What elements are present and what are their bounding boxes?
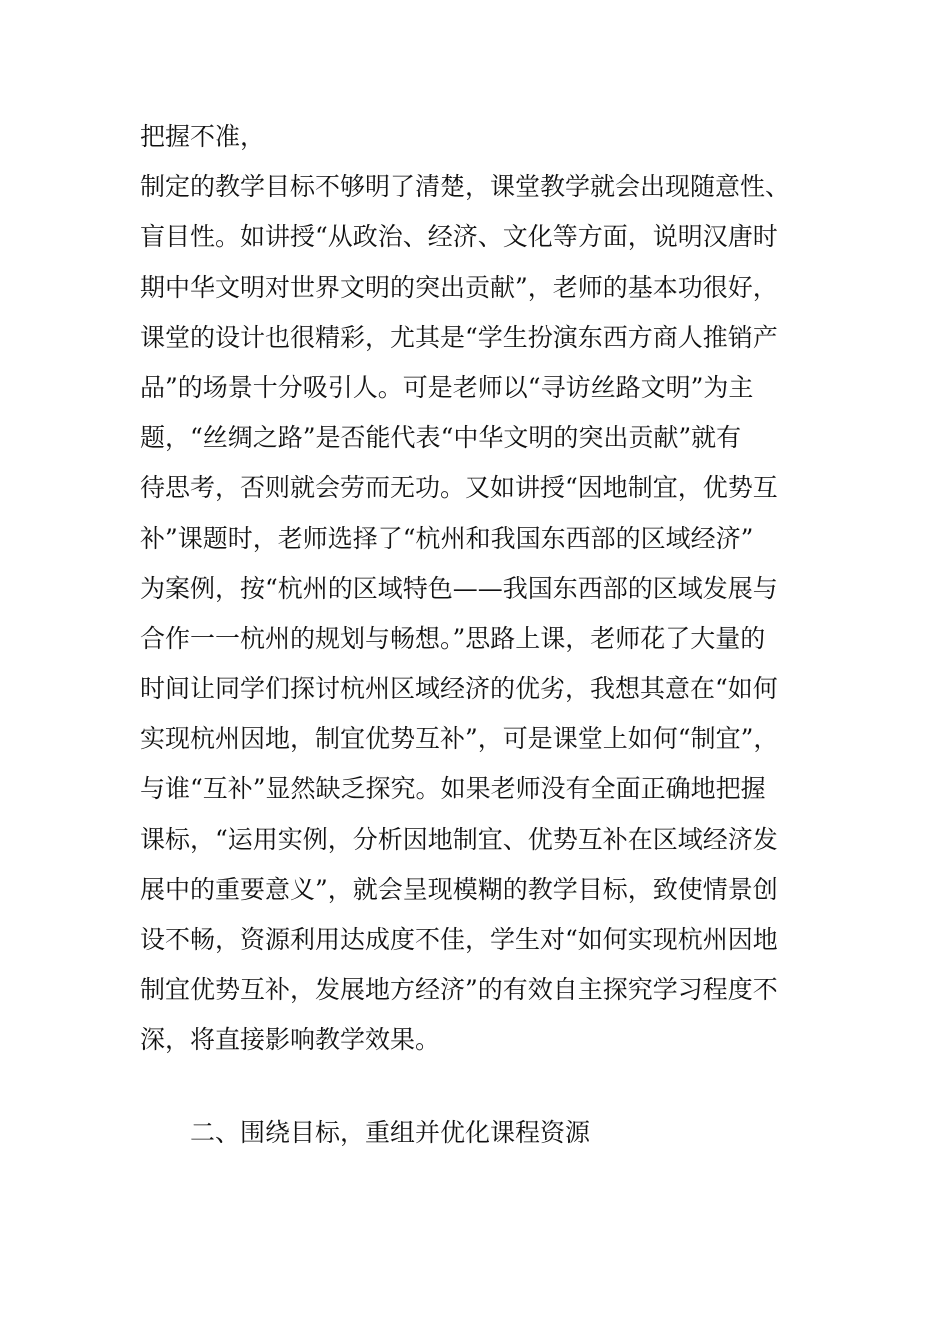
text-line: 期中华文明对世界文明的突出贡献”，老师的基本功很好， [140, 272, 778, 302]
text-line: 为案例，按“杭州的区域特色——我国东西部的区域发展与 [140, 573, 778, 603]
text-line: 深，将直接影响教学效果。 [140, 1025, 441, 1055]
section-heading: 二、围绕目标，重组并优化课程资源 [190, 1118, 591, 1147]
text-line: 课堂的设计也很精彩，尤其是“学生扮演东西方商人推销产 [140, 322, 778, 352]
text-line: 设不畅，资源利用达成度不佳，学生对“如何实现杭州因地 [140, 925, 778, 954]
text-line: 实现杭州因地，制宜优势互补”，可是课堂上如何“制宜”， [140, 724, 779, 754]
text-line: 时间让同学们探讨杭州区域经济的优劣，我想其意在“如何 [140, 674, 778, 704]
text-line: 展中的重要意义”，就会呈现模糊的教学目标，致使情景创 [140, 874, 778, 904]
text-line: 待思考，否则就会劳而无功。又如讲授“因地制宜，优势互 [140, 473, 778, 503]
text-line: 题，“丝绸之路”是否能代表“中华文明的突出贡献”就有 [140, 423, 742, 453]
text-line: 合作一一杭州的规划与畅想。”思路上课，老师花了大量的 [140, 623, 766, 653]
text-line: 课标，“运用实例，分析因地制宜、优势互补在区域经济发 [140, 824, 778, 854]
text-line: 补”课题时，老师选择了“杭州和我国东西部的区域经济” [140, 523, 754, 553]
text-line: 制宜优势互补，发展地方经济”的有效自主探究学习程度不 [140, 975, 778, 1005]
body-paragraph [140, 112, 830, 1066]
text-line: 盲目性。如讲授“从政治、经济、文化等方面，说明汉唐时 [140, 222, 778, 252]
text-line: 制定的教学目标不够明了清楚，课堂教学就会出现随意性、 [140, 172, 791, 202]
text-line: 与谁“互补”显然缺乏探究。如果老师没有全面正确地把握 [140, 774, 766, 804]
text-line: 把握不准， [140, 122, 266, 151]
text-line: 品”的场景十分吸引人。可是老师以“寻访丝路文明”为主 [140, 372, 754, 402]
